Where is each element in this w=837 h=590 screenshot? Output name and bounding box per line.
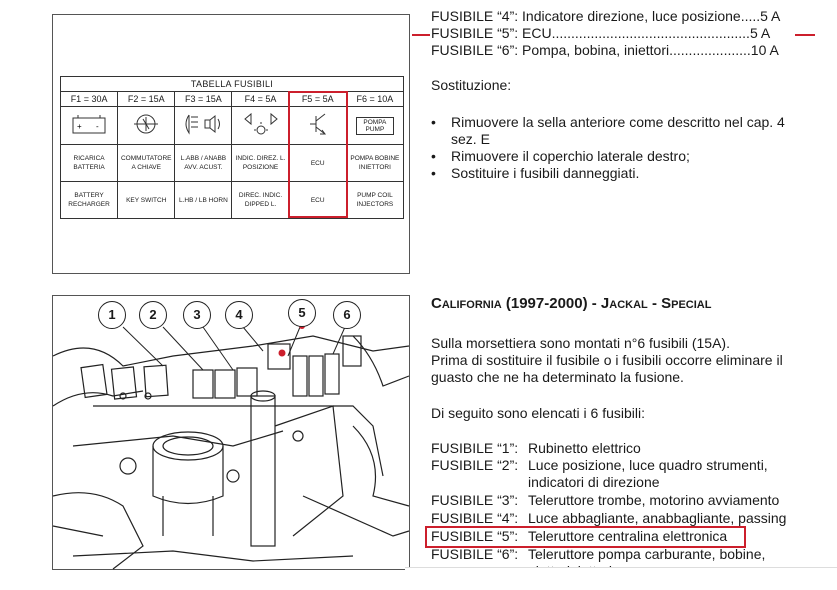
fuse-header-f2: F2 = 15A [118, 92, 175, 107]
sostituzione-step-3: • Sostituire i fusibili danneggiati. [431, 165, 801, 182]
fuse-list-item-6 [431, 546, 765, 563]
fuse-desc-it-f3: L.ABB / ANABB AVV. ACUST. [175, 145, 232, 182]
fuse-list-item-2 [431, 457, 768, 474]
svg-text:+: + [77, 122, 82, 131]
section-para2: Di seguito sono elencati i 6 fusibili: [431, 405, 646, 421]
fuse-list-item-3 [431, 492, 779, 509]
fuse-5-marker-right [795, 34, 815, 36]
fuse-list-text-6: Teleruttore pompa carburante, bobine, [528, 546, 766, 562]
top-line-fuse-4: FUSIBILE “4”: Indicatore direzione, luce posizione.....5 A [431, 8, 781, 24]
sostituzione-steps [431, 114, 801, 182]
fuse-5-marker-left [412, 34, 430, 36]
fuse-desc-en-f4: DIREC. INDIC. DIPPED L. [232, 182, 289, 219]
fuse-list-label-2: FUSIBILE “2”: [431, 457, 519, 473]
top-line-fuse-5: FUSIBILE “5”: ECU...................................................5 A [431, 25, 771, 41]
callout-3: 3 [183, 301, 211, 329]
fuse-list-label-6: FUSIBILE “6”: [431, 546, 519, 562]
callout-2: 2 [139, 301, 167, 329]
f5-highlight-box [288, 91, 348, 218]
sostituzione-step-2: • Rimuovere il coperchio laterale destro; [431, 148, 801, 165]
pump-icon-label: POMPA PUMP [356, 117, 394, 135]
engine-line-drawing [53, 296, 409, 569]
turn-signal-icon [232, 107, 289, 145]
section-para1-line2: Prima di sostituire il fusibile o i fusibili occorre eliminare il [431, 352, 783, 368]
fuse-desc-en-f1: BATTERY RECHARGER [61, 182, 118, 219]
fuse-desc-it-f6: POMPA BOBINE INIETTORI [346, 145, 403, 182]
fuse-desc-en-f2: KEY SWITCH [118, 182, 175, 219]
headlight-horn-icon [175, 107, 232, 145]
section-para1-line1: Sulla morsettiera sono montati n°6 fusibili (15A). [431, 335, 730, 351]
callout-4: 4 [225, 301, 253, 329]
fuse-list-text-3: Teleruttore trombe, motorino avviamento [528, 492, 780, 508]
fuse-header-f1: F1 = 30A [61, 92, 118, 107]
fuse-table [60, 76, 404, 219]
svg-text:-: - [96, 122, 99, 131]
fuse-desc-it-f1: RICARICA BATTERIA [61, 145, 118, 182]
key-switch-icon [118, 107, 175, 145]
fuse-desc-it-f2: COMMUTATORE A CHIAVE [118, 145, 175, 182]
page-bottom-edge [405, 567, 837, 590]
fuse-table-title: TABELLA FUSIBILI [61, 77, 404, 92]
fuse-header-f4: F4 = 5A [232, 92, 289, 107]
fuse-list-text-2-cont: indicatori di direzione [528, 474, 660, 490]
fuse-header-f6: F6 = 10A [346, 92, 403, 107]
section-title: California (1997-2000) - Jackal - Special [431, 295, 712, 312]
fuse-5-highlight-box [425, 526, 746, 548]
callout-1: 1 [98, 301, 126, 329]
fuse-header-f3: F3 = 15A [175, 92, 232, 107]
fuse-list-item-1 [431, 440, 641, 457]
callout-6: 6 [333, 301, 361, 329]
diagram-fuse-5-marker [279, 350, 286, 357]
top-line-fuse-6: FUSIBILE “6”: Pompa, bobina, iniettori.....................10 A [431, 42, 779, 58]
fuse-list-text-4: Luce abbagliante, anabbagliante, passing [528, 510, 787, 526]
fuse-list-label-4: FUSIBILE “4”: [431, 510, 519, 526]
fuse-list-label-5: FUSIBILE “5”: [431, 528, 519, 544]
sostituzione-step-1: • Rimuovere la sella anteriore come descritto nel cap. 4 sez. E [431, 114, 801, 148]
battery-icon [61, 107, 118, 145]
fuse-desc-en-f5: ECU [289, 182, 346, 219]
fuse-list-label-3: FUSIBILE “3”: [431, 492, 519, 508]
fuse-header-f5: F5 = 5A [289, 92, 346, 107]
fuse-desc-en-f3: L.HB / LB HORN [175, 182, 232, 219]
fuse-desc-it-f5: ECU [289, 145, 346, 182]
fuse-list-text-5: Teleruttore centralina elettronica [528, 528, 728, 544]
fuse-list-text-2: Luce posizione, luce quadro strumenti, [528, 457, 768, 473]
sostituzione-heading: Sostituzione: [431, 77, 512, 93]
fuse-list-label-1: FUSIBILE “1”: [431, 440, 519, 456]
callout-5: 5 [288, 299, 316, 327]
engine-diagram-panel [52, 295, 410, 570]
fuse-desc-en-f6: PUMP COIL INJECTORS [346, 182, 403, 219]
fuse-list-item-4 [431, 510, 786, 527]
fuse-list-text-1: Rubinetto elettrico [528, 440, 641, 456]
pump-icon [346, 107, 403, 145]
fuse-desc-it-f4: INDIC. DIREZ. L. POSIZIONE [232, 145, 289, 182]
section-para1-line3: guasto che ne ha determinato la fusione. [431, 369, 684, 385]
